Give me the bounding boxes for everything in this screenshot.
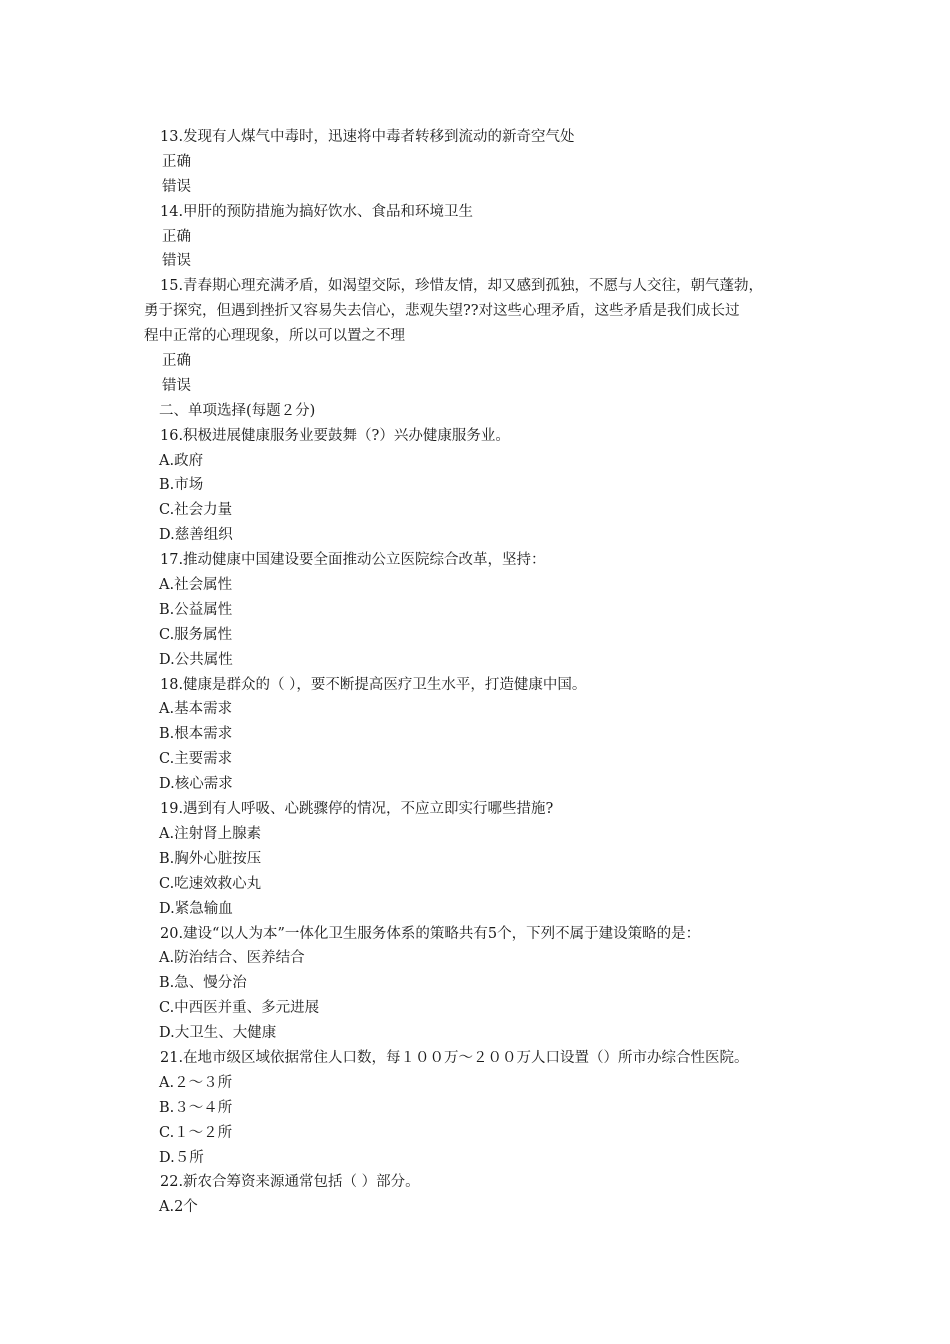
choice-option: D.５所 [159,1149,204,1166]
question-text-continued: 勇于探究，但遇到挫折又容易失去信心，悲观失望??对这些心理矛盾，这些矛盾是我们成长过 [144,303,740,320]
choice-option: D.大卫生、大健康 [159,1025,277,1042]
question-text: 15.青春期心理充满矛盾，如渴望交际，珍惜友情，却又感到孤独，不愿与人交往，朝气蓬勃， [160,278,764,295]
choice-option: A.政府 [159,452,204,469]
question-text: 17.推动健康中国建设要全面推动公立医院综合改革，坚持： [160,552,546,569]
choice-option: B.市场 [159,477,204,494]
question-text: 22.新农合筹资来源通常包括（ ）部分。 [160,1174,420,1191]
true-false-option: 错误 [162,178,191,195]
choice-option: D.核心需求 [159,776,233,793]
choice-option: D.紧急输血 [159,900,233,917]
true-false-option: 错误 [162,253,191,270]
choice-option: A.2个 [159,1199,198,1216]
true-false-option: 正确 [162,228,191,245]
true-false-option: 正确 [162,353,191,370]
choice-option: A.注射肾上腺素 [159,825,262,842]
question-list [144,125,834,1220]
choice-option: D.公共属性 [159,651,233,668]
true-false-option: 错误 [162,377,191,394]
question-text: 13.发现有人煤气中毒时，迅速将中毒者转移到流动的新奇空气处 [160,129,575,145]
choice-option: C.主要需求 [159,751,233,768]
choice-option: B.根本需求 [159,726,233,743]
question-text: 19.遇到有人呼吸、心跳骤停的情况，不应立即实行哪些措施? [160,801,554,818]
choice-option: A.２～３所 [159,1074,233,1091]
choice-option: D.慈善组织 [159,527,233,544]
choice-option: B.急、慢分治 [159,975,247,992]
choice-option: C.中西医并重、多元进展 [159,1000,320,1017]
question-text: 18.健康是群众的（ ），要不断提高医疗卫生水平，打造健康中国。 [160,676,587,693]
question-text: 16.积极进展健康服务业要鼓舞（?）兴办健康服务业。 [160,427,510,444]
section-heading: 二、单项选择(每题２分) [159,402,316,419]
question-text: 14.甲肝的预防措施为搞好饮水、食品和环境卫生 [160,203,474,220]
choice-option: C.服务属性 [159,626,233,643]
question-text: 21.在地市级区域依据常住人口数，每１００万～２００万人口设置（）所市办综合性医院。 [160,1049,749,1066]
choice-option: B.公益属性 [159,601,233,618]
question-text: 20.建设“以人为本”一体化卫生服务体系的策略共有5个，下列不属于建设策略的是： [160,925,701,942]
choice-option: B.胸外心脏按压 [159,850,262,867]
choice-option: A.防治结合、医养结合 [159,950,305,967]
choice-option: A.基本需求 [159,701,233,718]
choice-option: C.吃速效救心丸 [159,875,262,892]
choice-option: C.社会力量 [159,502,233,519]
choice-option: B.３～４所 [159,1099,233,1116]
true-false-option: 正确 [162,153,191,170]
choice-option: A.社会属性 [159,577,233,594]
choice-option: C.１～２所 [159,1124,233,1141]
question-text-continued: 程中正常的心理现象，所以可以置之不理 [144,328,405,345]
